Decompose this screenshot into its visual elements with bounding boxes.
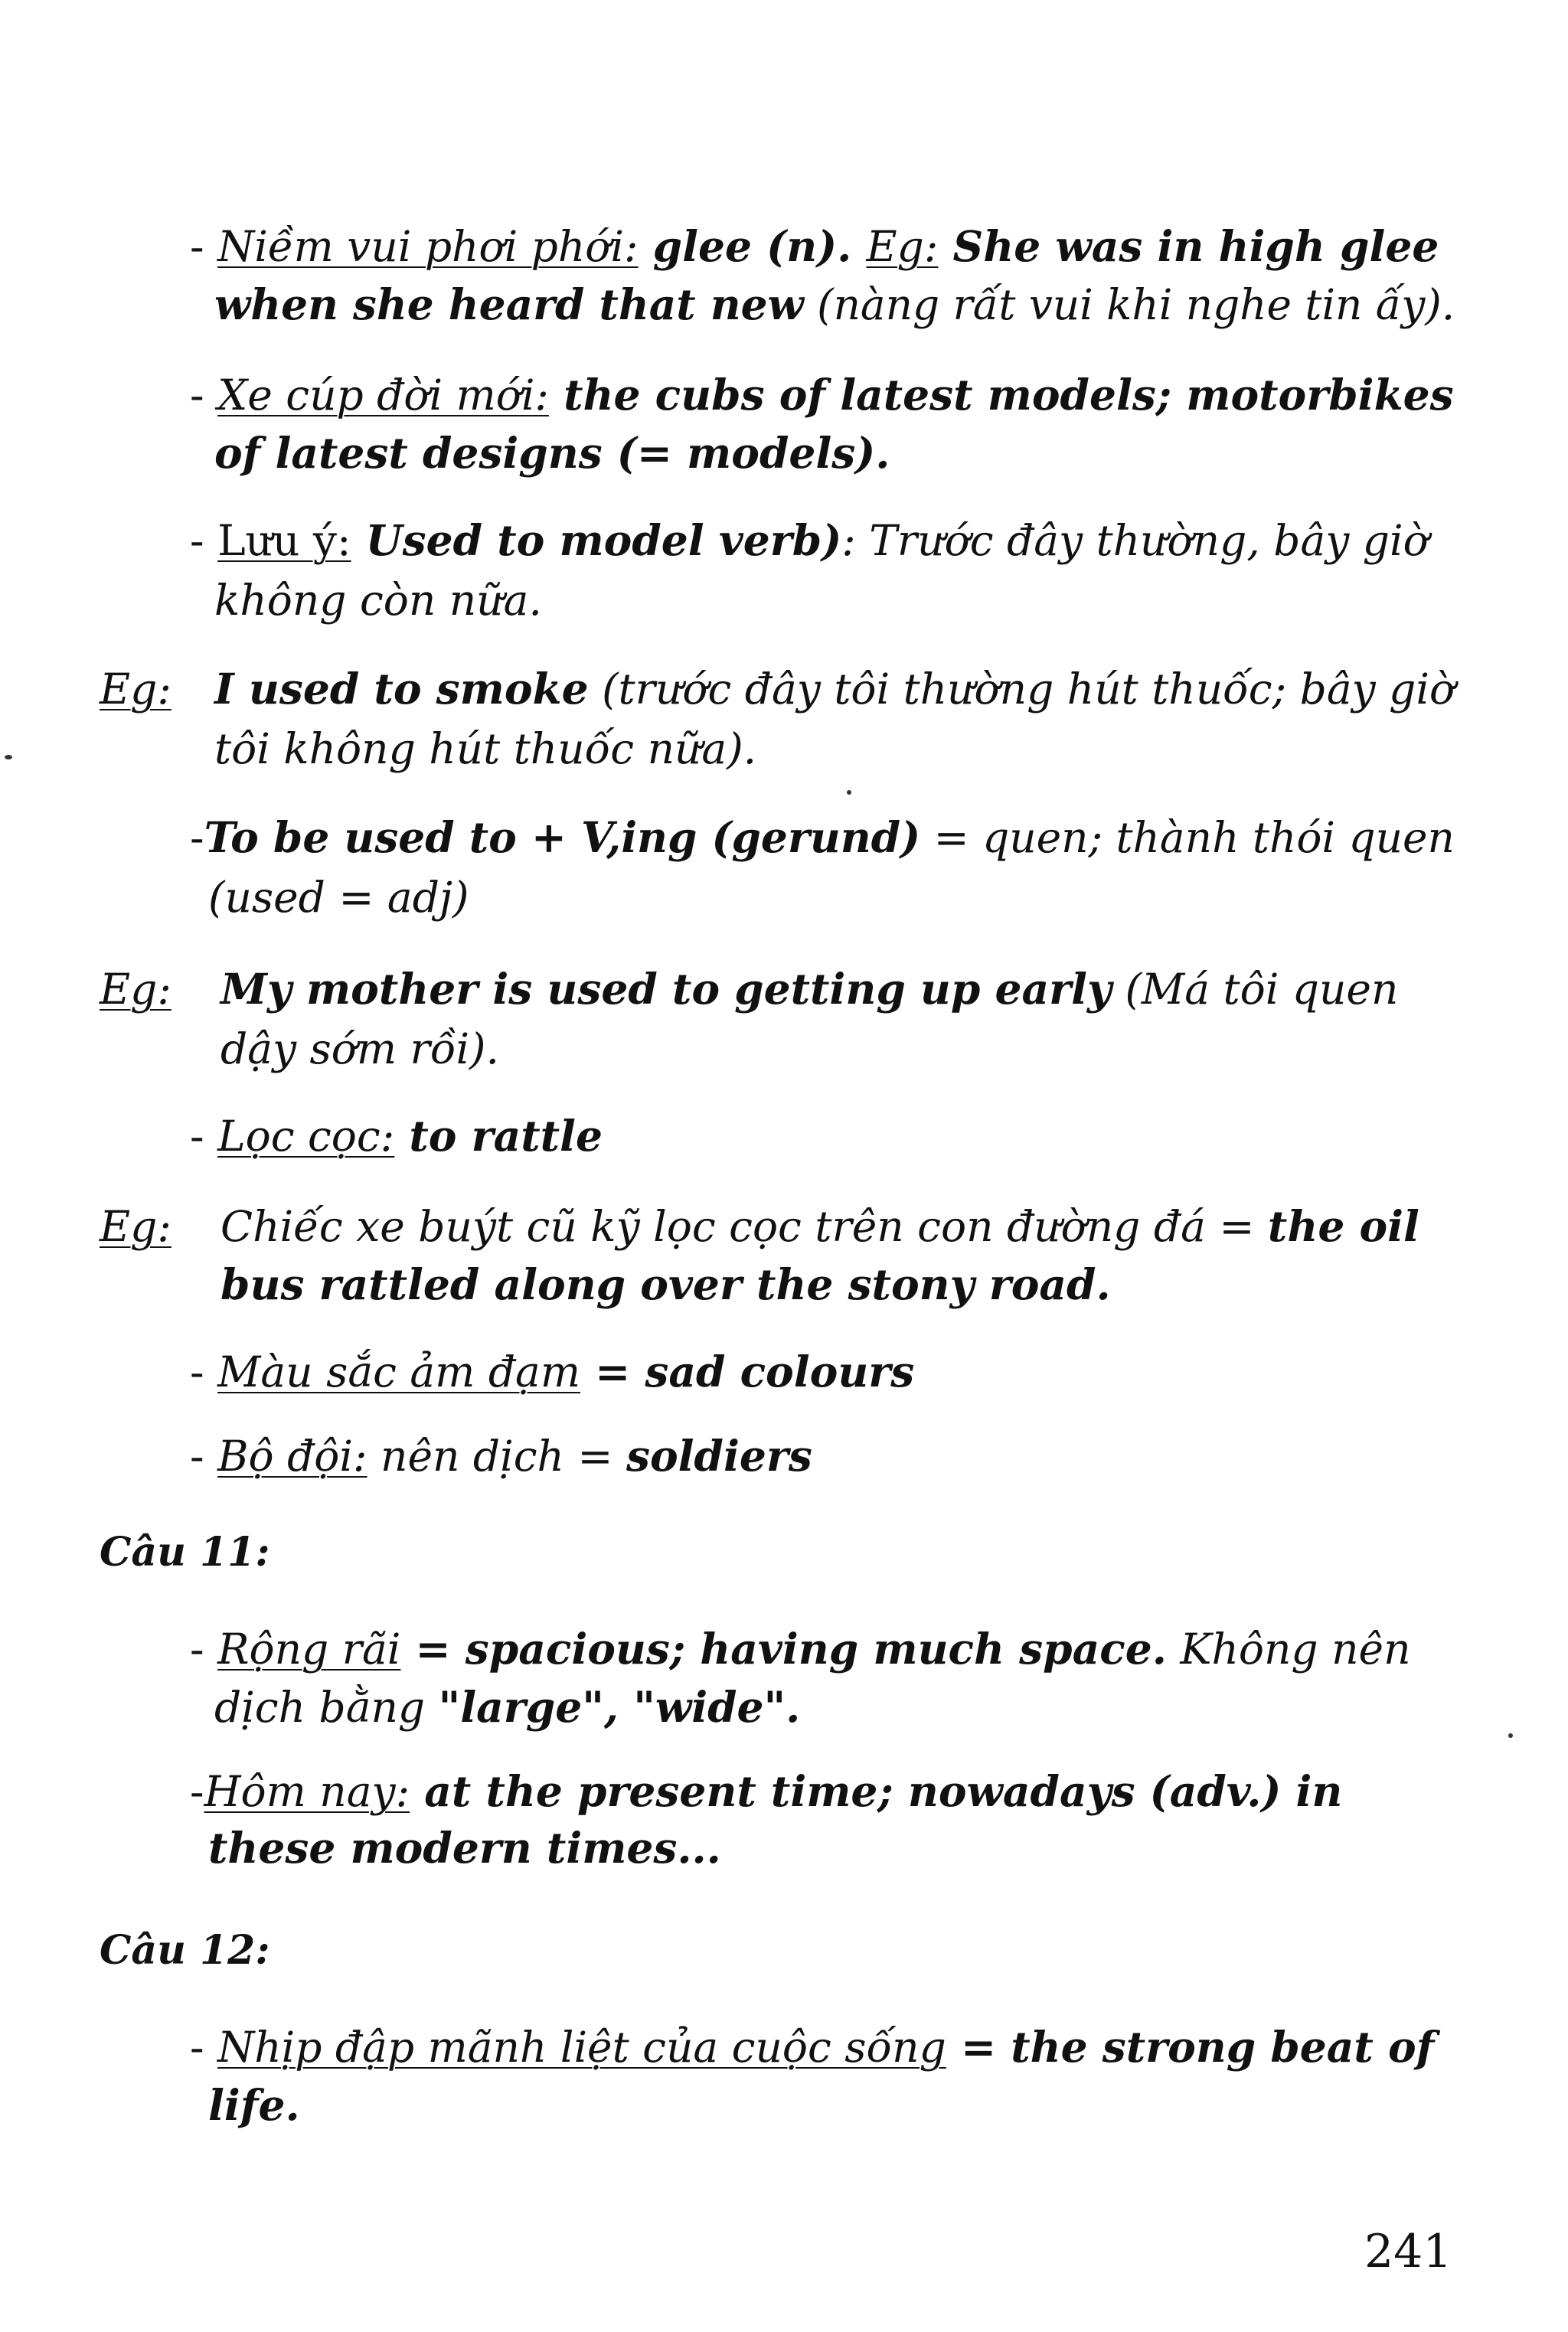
section-heading-cau-12: Câu 12:	[100, 1927, 270, 1974]
entry-used-to-line1: -To be used to + V,ing (gerund) = quen; thành thói quen	[190, 812, 1455, 862]
eg-label: Eg:	[100, 665, 172, 714]
entry-bo-doi-line1: - Bộ đội: nên dịch = soldiers	[190, 1431, 812, 1481]
entry-glee-line2: when she heard that new (nàng rất vui khi nghe tin ấy).	[214, 279, 1455, 329]
entry-nhip-dap-line1: - Nhịp đập mãnh liệt của cuộc sống = the strong beat of	[190, 2022, 1435, 2072]
entry-nhip-dap-line2: life.	[208, 2080, 300, 2130]
entry-xe-cup-line1: - Xe cúp đời mới: the cubs of latest models; motorbikes	[190, 370, 1454, 420]
term-niem-vui: Niềm vui phơi phới:	[217, 222, 639, 271]
entry-rong-rai-line1: - Rộng rãi = spacious; having much space. Không nên	[190, 1624, 1411, 1674]
scan-speck	[1508, 1733, 1513, 1738]
term-nhip-dap: Nhịp đập mãnh liệt của cuộc sống	[217, 2023, 946, 2072]
page-number: 241	[1364, 2225, 1452, 2278]
scan-speck	[5, 755, 12, 759]
term-rong-rai: Rộng rãi	[217, 1625, 401, 1674]
eg-mother-line2: dậy sớm rồi).	[220, 1024, 499, 1073]
entry-glee-line1: - Niềm vui phơi phới: glee (n). Eg: She was in high glee	[190, 221, 1439, 271]
entry-loc-coc-line1: - Lọc cọc: to rattle	[190, 1111, 603, 1161]
eg-mother-line1: My mother is used to getting up early (Má tôi quen	[220, 964, 1399, 1014]
eg-smoke-line2: tôi không hút thuốc nữa).	[214, 724, 757, 773]
entry-hom-nay-line2: these modern times...	[208, 1823, 721, 1873]
eg-bus-line2: bus rattled along over the stony road.	[220, 1259, 1111, 1309]
entry-luu-y-line1: - Lưu ý: Used to model verb): Trước đây thường, bây giờ	[190, 515, 1429, 565]
eg-label: Eg:	[100, 1202, 172, 1251]
term-xe-cup: Xe cúp đời mới:	[217, 371, 549, 420]
entry-used-to-line2: (used = adj)	[208, 873, 469, 922]
term-hom-nay: Hôm nay:	[204, 1767, 410, 1816]
term-loc-coc: Lọc cọc:	[217, 1112, 395, 1161]
term-mau-sac: Màu sắc ảm đạm	[217, 1347, 580, 1396]
section-heading-cau-11: Câu 11:	[100, 1529, 270, 1576]
entry-xe-cup-line2: of latest designs (= models).	[214, 428, 890, 478]
entry-mau-sac-line1: - Màu sắc ảm đạm = sad colours	[190, 1347, 915, 1396]
eg-bus-line1: Chiếc xe buýt cũ kỹ lọc cọc trên con đường đá = the oil	[220, 1201, 1419, 1251]
eg-label: Eg:	[100, 965, 172, 1014]
entry-rong-rai-line2: dịch bằng "large", "wide".	[214, 1682, 801, 1732]
term-bo-doi: Bộ đội:	[217, 1432, 368, 1481]
eg-label: Eg:	[866, 222, 939, 271]
scan-speck	[847, 790, 851, 795]
eg-smoke-line1: I used to smoke (trước đây tôi thường hút thuốc; bây giờ	[214, 664, 1455, 714]
term-luu-y: Lưu ý:	[217, 516, 351, 565]
entry-luu-y-line2: không còn nữa.	[214, 576, 542, 625]
entry-hom-nay-line1: -Hôm nay: at the present time; nowadays (adv.) in	[190, 1766, 1343, 1816]
